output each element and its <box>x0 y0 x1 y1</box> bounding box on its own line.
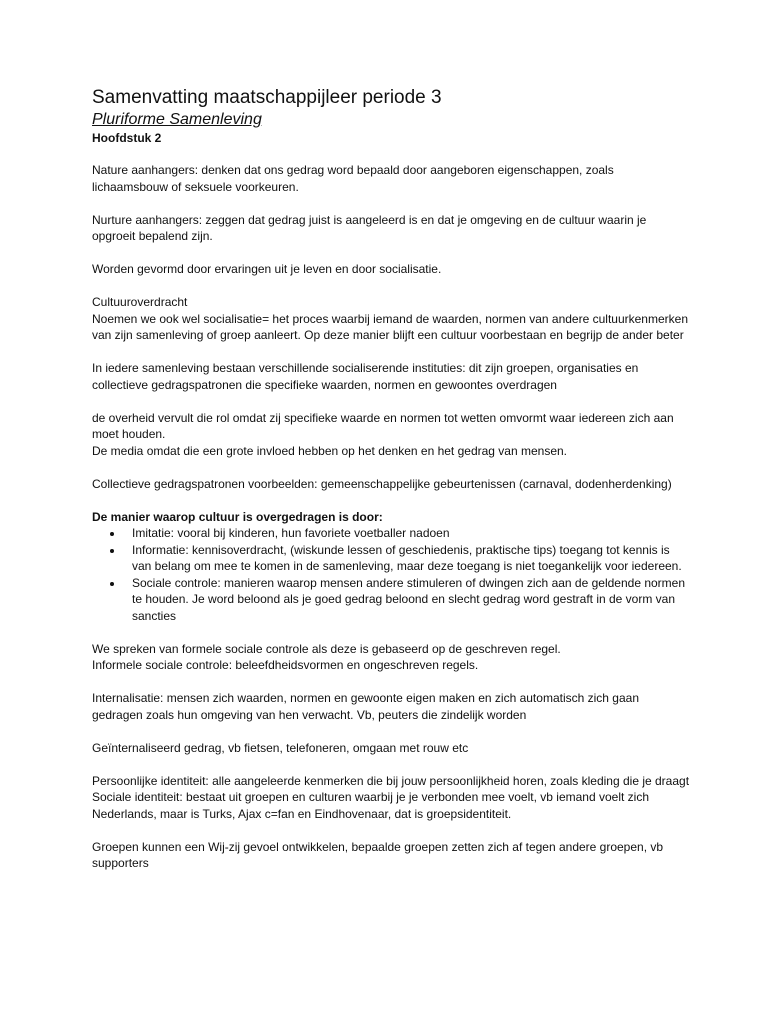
paragraph-overheid: de overheid vervult die rol omdat zij specifieke waarde en normen tot wetten omvormt waar iedereen zich aan moet houden. <box>92 410 674 441</box>
paragraph-internalisatie: Internalisatie: mensen zich waarden, normen en gewoonte eigen maken en zich automatisch zich gaan gedragen zoals hun omgeving van hen verwacht. Vb, peuters die zindelijk worden <box>92 691 639 722</box>
paragraph-informele: Informele sociale controle: beleefdheidsvormen en ongeschreven regels. <box>92 658 479 672</box>
paragraph-cultuuroverdracht: Noemen we ook wel socialisatie= het proces waarbij iemand de waarden, normen van andere cultuurkenmerken van zijn samenleving of groep aanleert. Op deze manier blijft een cultuur voorbestaan en begrijp de ander beter <box>92 311 688 342</box>
paragraph-media: De media omdat die een grote invloed hebben op het denken en het gedrag van mensen. <box>92 443 568 458</box>
paragraph-formele: We spreken van formele sociale controle als deze is gebaseerd op de geschreven regel. <box>92 641 561 656</box>
paragraph-collectieve: Collectieve gedragspatronen voorbeelden: gemeenschappelijke gebeurtenissen (carnaval, dodenherdenking) <box>92 476 672 491</box>
document-title: Samenvatting maatschappijleer periode 3 <box>92 87 442 108</box>
paragraph-nature: Nature aanhangers: denken dat ons gedrag word bepaald door aangeboren eigenschappen, zoals lichaamsbouw of seksuele voorkeuren. <box>92 163 614 194</box>
list-item: • Sociale controle: manieren waarop mensen andere stimuleren of dwingen zich aan de geldende normen te houden. Je word beloond als je goed gedrag beloond en slecht gedrag word gestraft in de vorm van sancties <box>124 575 692 625</box>
cultuuroverdracht-heading: Cultuuroverdracht <box>92 295 188 309</box>
paragraph-persoonlijke: Persoonlijke identiteit: alle aangeleerde kenmerken die bij jouw persoonlijkheid horen, zoals kleding die je draagt <box>92 773 690 788</box>
list-item: • Informatie: kennisoverdracht, (wiskunde lessen of geschiedenis, praktische tips) toegang tot kennis is van belang om mee te komen in de samenleving, maar deze toegang is niet toegankelijk voor iedereen. <box>124 542 692 575</box>
paragraph-sociale-identiteit: Sociale identiteit: bestaat uit groepen en culturen waarbij je je verbonden mee voelt, vb iemand voelt zich Nederlands, maar is Turks, Ajax c=fan en Eindhovenaar, dat is groepsidentiteit. <box>92 790 649 821</box>
paragraph-gevormd: Worden gevormd door ervaringen uit je leven en door socialisatie. <box>92 262 442 276</box>
paragraph-instituties: In iedere samenleving bestaan verschillende socialiserende instituties: dit zijn groepen, organisaties en collectieve gedragspatronen die specifieke waarden, normen en gewoontes overdragen <box>92 361 639 392</box>
paragraph-groepen: Groepen kunnen een Wij-zij gevoel ontwikkelen, bepaalde groepen zetten zich af tegen andere groepen, vb supporters <box>92 839 664 870</box>
bullet-list <box>92 525 692 624</box>
manier-heading: De manier waarop cultuur is overgedragen is door: <box>92 509 383 524</box>
list-item: • Imitatie: vooral bij kinderen, hun favoriete voetballer nadoen <box>124 525 692 542</box>
document-content <box>92 86 692 888</box>
paragraph-nurture: Nurture aanhangers: zeggen dat gedrag juist is aangeleerd is en dat je omgeving en de cultuur waarin je opgroeit bepalend zijn. <box>92 212 647 243</box>
paragraph-geinternaliseerd: Geïnternaliseerd gedrag, vb fietsen, telefoneren, omgaan met rouw etc <box>92 740 469 755</box>
document-subtitle: Pluriforme Samenleving <box>92 111 262 128</box>
chapter-heading: Hoofdstuk 2 <box>92 131 162 145</box>
